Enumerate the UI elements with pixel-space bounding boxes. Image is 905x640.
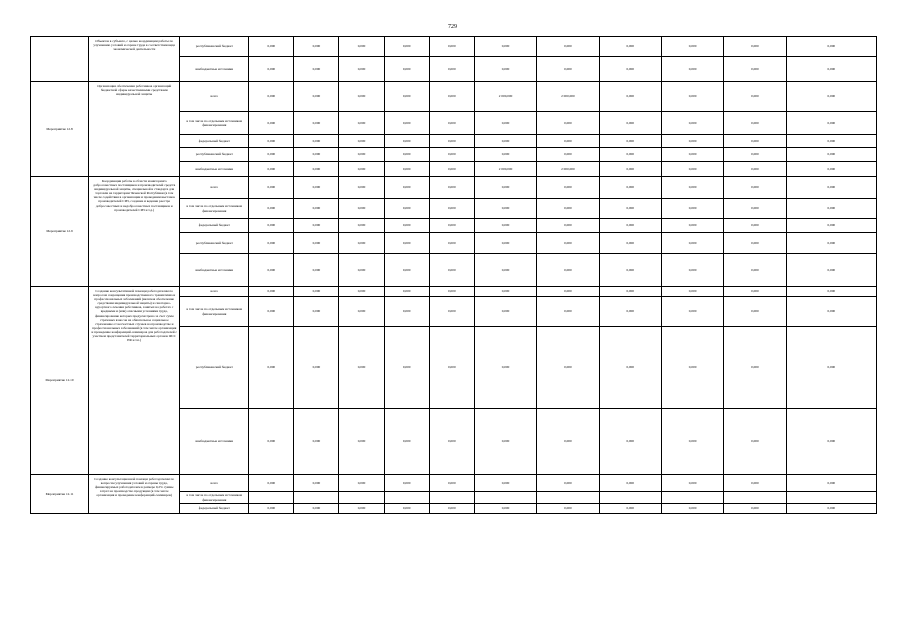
amount-cell: 0,000: [724, 177, 786, 199]
amount-cell: 0,000: [339, 297, 384, 327]
amount-cell: 0,000: [429, 409, 474, 475]
amount-cell: 0,000: [249, 57, 294, 82]
amount-cell: 0,000: [294, 327, 339, 409]
amount-cell: 0,000: [786, 148, 876, 162]
amount-cell: 0,000: [384, 199, 429, 219]
amount-cell: 0,000: [661, 409, 723, 475]
amount-cell: 0,000: [249, 199, 294, 219]
amount-cell: 0,000: [429, 57, 474, 82]
amount-cell: 0,000: [786, 162, 876, 177]
amount-cell: 0,000: [474, 475, 536, 492]
amount-cell: 0,000: [429, 475, 474, 492]
amount-cell: 0,000: [661, 233, 723, 254]
amount-cell: 0,000: [724, 287, 786, 297]
funding-source: всего: [180, 82, 249, 112]
amount-cell: 0,000: [599, 37, 661, 57]
amount-cell: 2 000,000: [537, 82, 599, 112]
amount-cell: 0,000: [537, 219, 599, 233]
table-row: [31, 82, 877, 112]
amount-cell: 0,000: [599, 82, 661, 112]
amount-cell: 0,000: [724, 37, 786, 57]
amount-cell: 0,000: [661, 148, 723, 162]
amount-cell: 0,000: [294, 162, 339, 177]
measure-name: Мероприятие 12.11: [31, 475, 89, 514]
amount-cell: 0,000: [249, 287, 294, 297]
amount-cell: 0,000: [429, 254, 474, 287]
amount-cell: 0,000: [294, 112, 339, 135]
amount-cell: 0,000: [294, 82, 339, 112]
amount-cell: 0,000: [429, 233, 474, 254]
measure-description: Создание консультативной помощи работодателям по вопросам сокращения производственного травматизма и профессиональных заболеваний (включая обеспечение средствами индивидуальной защиты) и санаторно-курортного лечения работников, занятых на работах с вредными и (или) опасными условиями труда, финансирование которых предусмотрено за счет сумм страховых взносов на обязательное социальное страхование от несчастных случаев на производстве и профессиональных заболеваний (в том числе организация и проведение конференций-семинаров для работодателей с участием представителей территориальных органов ФСС РФ и т.п.): [89, 287, 180, 475]
amount-cell: 0,000: [429, 148, 474, 162]
amount-cell: 0,000: [429, 327, 474, 409]
amount-cell: 0,000: [599, 199, 661, 219]
amount-cell: 0,000: [384, 287, 429, 297]
amount-cell: 0,000: [294, 287, 339, 297]
amount-cell: 0,000: [249, 219, 294, 233]
funding-source: всего: [180, 177, 249, 199]
amount-cell: 0,000: [294, 219, 339, 233]
amount-cell: 0,000: [384, 475, 429, 492]
amount-cell: 0,000: [384, 219, 429, 233]
amount-cell: 0,000: [384, 297, 429, 327]
amount-cell: 0,000: [786, 327, 876, 409]
amount-cell: 0,000: [384, 82, 429, 112]
amount-cell: 0,000: [384, 254, 429, 287]
amount-cell: [339, 492, 384, 504]
amount-cell: [537, 492, 599, 504]
amount-cell: 0,000: [249, 297, 294, 327]
funding-source: республиканский бюджет: [180, 327, 249, 409]
amount-cell: 0,000: [537, 287, 599, 297]
funding-source: республиканский бюджет: [180, 148, 249, 162]
amount-cell: 0,000: [661, 112, 723, 135]
amount-cell: 0,000: [384, 233, 429, 254]
table-row: [31, 475, 877, 492]
amount-cell: 0,000: [724, 233, 786, 254]
measure-name: Мероприятие 12.9: [31, 177, 89, 287]
amount-cell: 0,000: [339, 475, 384, 492]
amount-cell: 0,000: [537, 112, 599, 135]
amount-cell: 0,000: [599, 177, 661, 199]
amount-cell: 0,000: [294, 233, 339, 254]
funding-source: федеральный бюджет: [180, 504, 249, 514]
amount-cell: 0,000: [537, 504, 599, 514]
amount-cell: 0,000: [339, 199, 384, 219]
amount-cell: 0,000: [339, 112, 384, 135]
amount-cell: 0,000: [249, 327, 294, 409]
amount-cell: 0,000: [786, 287, 876, 297]
table-row: [31, 287, 877, 297]
amount-cell: 0,000: [249, 177, 294, 199]
funding-source: в том числе по отдельным источникам финансирования: [180, 199, 249, 219]
amount-cell: 0,000: [294, 135, 339, 148]
amount-cell: 0,000: [786, 135, 876, 148]
amount-cell: 0,000: [339, 254, 384, 287]
amount-cell: 0,000: [599, 135, 661, 148]
amount-cell: 0,000: [249, 233, 294, 254]
amount-cell: 0,000: [384, 327, 429, 409]
amount-cell: 0,000: [474, 327, 536, 409]
funding-source: всего: [180, 287, 249, 297]
amount-cell: 0,000: [294, 57, 339, 82]
amount-cell: 0,000: [661, 297, 723, 327]
amount-cell: 0,000: [249, 162, 294, 177]
amount-cell: 0,000: [599, 57, 661, 82]
amount-cell: 0,000: [724, 82, 786, 112]
amount-cell: 0,000: [474, 409, 536, 475]
amount-cell: 0,000: [786, 57, 876, 82]
funding-source: внебюджетные источники: [180, 162, 249, 177]
funding-source: внебюджетные источники: [180, 57, 249, 82]
amount-cell: 0,000: [537, 409, 599, 475]
amount-cell: [294, 492, 339, 504]
amount-cell: 0,000: [339, 177, 384, 199]
amount-cell: 0,000: [724, 297, 786, 327]
amount-cell: 0,000: [384, 112, 429, 135]
amount-cell: 0,000: [474, 177, 536, 199]
amount-cell: 0,000: [661, 327, 723, 409]
page-number: 729: [448, 24, 457, 30]
funding-table: [30, 36, 877, 514]
amount-cell: 0,000: [249, 409, 294, 475]
amount-cell: 0,000: [429, 112, 474, 135]
amount-cell: 0,000: [661, 177, 723, 199]
amount-cell: 0,000: [599, 219, 661, 233]
amount-cell: 0,000: [474, 135, 536, 148]
amount-cell: [429, 492, 474, 504]
amount-cell: 0,000: [661, 254, 723, 287]
amount-cell: 0,000: [249, 82, 294, 112]
amount-cell: 0,000: [724, 409, 786, 475]
amount-cell: 0,000: [537, 254, 599, 287]
funding-source: внебюджетные источники: [180, 254, 249, 287]
funding-source: в том числе по отдельным источникам финансирования: [180, 297, 249, 327]
amount-cell: 0,000: [429, 82, 474, 112]
amount-cell: 0,000: [537, 57, 599, 82]
amount-cell: 0,000: [384, 504, 429, 514]
table-row: [31, 37, 877, 57]
amount-cell: 0,000: [786, 82, 876, 112]
amount-cell: 0,000: [537, 327, 599, 409]
funding-source: внебюджетные источники: [180, 409, 249, 475]
amount-cell: 0,000: [429, 504, 474, 514]
amount-cell: 0,000: [661, 82, 723, 112]
amount-cell: 0,000: [294, 475, 339, 492]
amount-cell: 0,000: [724, 162, 786, 177]
amount-cell: 0,000: [249, 37, 294, 57]
amount-cell: 0,000: [339, 57, 384, 82]
measure-description: Организация обеспечения работников организаций бюджетной сферы качественными средствами индивидуальной защиты: [89, 82, 180, 177]
amount-cell: 0,000: [786, 475, 876, 492]
measure-name: [31, 37, 89, 82]
amount-cell: 0,000: [786, 297, 876, 327]
amount-cell: 0,000: [474, 233, 536, 254]
amount-cell: 0,000: [294, 177, 339, 199]
amount-cell: 0,000: [294, 148, 339, 162]
amount-cell: 0,000: [724, 148, 786, 162]
measure-name: Мероприятие 12.8: [31, 82, 89, 177]
amount-cell: 0,000: [294, 504, 339, 514]
amount-cell: 0,000: [384, 409, 429, 475]
funding-source: федеральный бюджет: [180, 135, 249, 148]
amount-cell: 0,000: [474, 219, 536, 233]
amount-cell: 0,000: [537, 177, 599, 199]
amount-cell: 0,000: [474, 148, 536, 162]
amount-cell: 0,000: [474, 297, 536, 327]
amount-cell: 0,000: [661, 37, 723, 57]
amount-cell: 0,000: [339, 409, 384, 475]
amount-cell: 0,000: [339, 148, 384, 162]
amount-cell: 0,000: [599, 233, 661, 254]
amount-cell: 0,000: [474, 254, 536, 287]
amount-cell: 0,000: [294, 297, 339, 327]
amount-cell: 0,000: [661, 199, 723, 219]
amount-cell: [786, 492, 876, 504]
amount-cell: 0,000: [429, 219, 474, 233]
measure-description: Создание консультационной помощи работодателям по вопросам улучшения условий и охраны труда, финансируемых работодателем в размере 0,2% суммы затрат на производство продукции (в том числе организация и проведение конференций-семинаров): [89, 475, 180, 514]
amount-cell: 0,000: [537, 199, 599, 219]
amount-cell: [599, 492, 661, 504]
amount-cell: [474, 492, 536, 504]
amount-cell: 0,000: [474, 199, 536, 219]
amount-cell: 0,000: [537, 37, 599, 57]
amount-cell: 0,000: [661, 219, 723, 233]
measure-description: Координация работы в области мониторинга добросовестных поставщиков и производителей средств индивидуальной защиты, специальной и стандарта для торговли на территории Чеченской Республики (в том числе содействия в организации и проведении выставок производителей СИЗ, создание и ведение реестра добросовестных и недобросовестных поставщиков и производителей СИЗ и т.д.): [89, 177, 180, 287]
funding-source: федеральный бюджет: [180, 219, 249, 233]
measure-description: Объектов в субъекте, с целью координации работы по улучшению условий и охране труда в соответствии вида экономической деятельности: [89, 37, 180, 82]
amount-cell: 0,000: [249, 475, 294, 492]
amount-cell: 0,000: [599, 287, 661, 297]
amount-cell: 0,000: [339, 37, 384, 57]
amount-cell: 0,000: [599, 162, 661, 177]
amount-cell: 0,000: [786, 177, 876, 199]
amount-cell: 0,000: [474, 37, 536, 57]
amount-cell: 0,000: [661, 135, 723, 148]
amount-cell: 0,000: [429, 297, 474, 327]
amount-cell: [661, 492, 723, 504]
amount-cell: 0,000: [384, 177, 429, 199]
amount-cell: 0,000: [599, 254, 661, 287]
amount-cell: 2 000,000: [474, 82, 536, 112]
amount-cell: 0,000: [429, 177, 474, 199]
amount-cell: 0,000: [429, 199, 474, 219]
amount-cell: 0,000: [599, 504, 661, 514]
amount-cell: 0,000: [724, 254, 786, 287]
amount-cell: 0,000: [786, 219, 876, 233]
amount-cell: 0,000: [786, 112, 876, 135]
amount-cell: 0,000: [384, 37, 429, 57]
amount-cell: 0,000: [661, 57, 723, 82]
amount-cell: 0,000: [474, 57, 536, 82]
amount-cell: 0,000: [249, 112, 294, 135]
amount-cell: 0,000: [661, 475, 723, 492]
amount-cell: 0,000: [786, 254, 876, 287]
amount-cell: 0,000: [724, 57, 786, 82]
amount-cell: 2 000,000: [474, 162, 536, 177]
amount-cell: [384, 492, 429, 504]
amount-cell: 0,000: [474, 112, 536, 135]
amount-cell: 0,000: [474, 504, 536, 514]
funding-source: всего: [180, 475, 249, 492]
measure-name: Мероприятие 12.10: [31, 287, 89, 475]
amount-cell: 0,000: [537, 297, 599, 327]
amount-cell: 0,000: [599, 112, 661, 135]
amount-cell: 0,000: [339, 504, 384, 514]
amount-cell: 0,000: [786, 233, 876, 254]
amount-cell: 0,000: [384, 162, 429, 177]
amount-cell: 0,000: [429, 135, 474, 148]
amount-cell: 0,000: [384, 148, 429, 162]
amount-cell: 0,000: [661, 287, 723, 297]
amount-cell: 0,000: [599, 475, 661, 492]
amount-cell: 0,000: [661, 504, 723, 514]
amount-cell: 0,000: [339, 162, 384, 177]
amount-cell: 0,000: [339, 327, 384, 409]
amount-cell: 0,000: [786, 199, 876, 219]
amount-cell: 0,000: [724, 199, 786, 219]
funding-source: республиканский бюджет: [180, 233, 249, 254]
amount-cell: 0,000: [339, 233, 384, 254]
funding-source: в том числе по отдельным источникам финансирования: [180, 492, 249, 504]
amount-cell: 0,000: [339, 219, 384, 233]
amount-cell: 0,000: [724, 135, 786, 148]
amount-cell: 0,000: [294, 254, 339, 287]
amount-cell: 0,000: [599, 148, 661, 162]
amount-cell: 0,000: [537, 475, 599, 492]
amount-cell: 0,000: [724, 219, 786, 233]
amount-cell: 0,000: [474, 287, 536, 297]
amount-cell: 0,000: [724, 327, 786, 409]
amount-cell: 0,000: [249, 254, 294, 287]
amount-cell: 0,000: [537, 148, 599, 162]
table-row: [31, 177, 877, 199]
funding-source: республиканский бюджет: [180, 37, 249, 57]
amount-cell: 0,000: [249, 135, 294, 148]
amount-cell: 0,000: [599, 297, 661, 327]
amount-cell: [249, 492, 294, 504]
amount-cell: 0,000: [339, 287, 384, 297]
amount-cell: 0,000: [294, 409, 339, 475]
amount-cell: 0,000: [384, 135, 429, 148]
amount-cell: 0,000: [724, 112, 786, 135]
amount-cell: 0,000: [339, 135, 384, 148]
amount-cell: 0,000: [724, 504, 786, 514]
amount-cell: 0,000: [249, 148, 294, 162]
amount-cell: 0,000: [724, 475, 786, 492]
amount-cell: 0,000: [786, 37, 876, 57]
amount-cell: 0,000: [429, 37, 474, 57]
funding-source: в том числе по отдельным источникам финансирования: [180, 112, 249, 135]
amount-cell: 0,000: [294, 199, 339, 219]
amount-cell: 0,000: [786, 409, 876, 475]
amount-cell: [724, 492, 786, 504]
amount-cell: 0,000: [786, 504, 876, 514]
amount-cell: 0,000: [537, 135, 599, 148]
amount-cell: 0,000: [429, 162, 474, 177]
amount-cell: 0,000: [661, 162, 723, 177]
amount-cell: 0,000: [537, 233, 599, 254]
amount-cell: 0,000: [249, 504, 294, 514]
amount-cell: 0,000: [599, 327, 661, 409]
amount-cell: 0,000: [429, 287, 474, 297]
amount-cell: 0,000: [294, 37, 339, 57]
amount-cell: 0,000: [339, 82, 384, 112]
amount-cell: 2 000,000: [537, 162, 599, 177]
amount-cell: 0,000: [599, 409, 661, 475]
amount-cell: 0,000: [384, 57, 429, 82]
